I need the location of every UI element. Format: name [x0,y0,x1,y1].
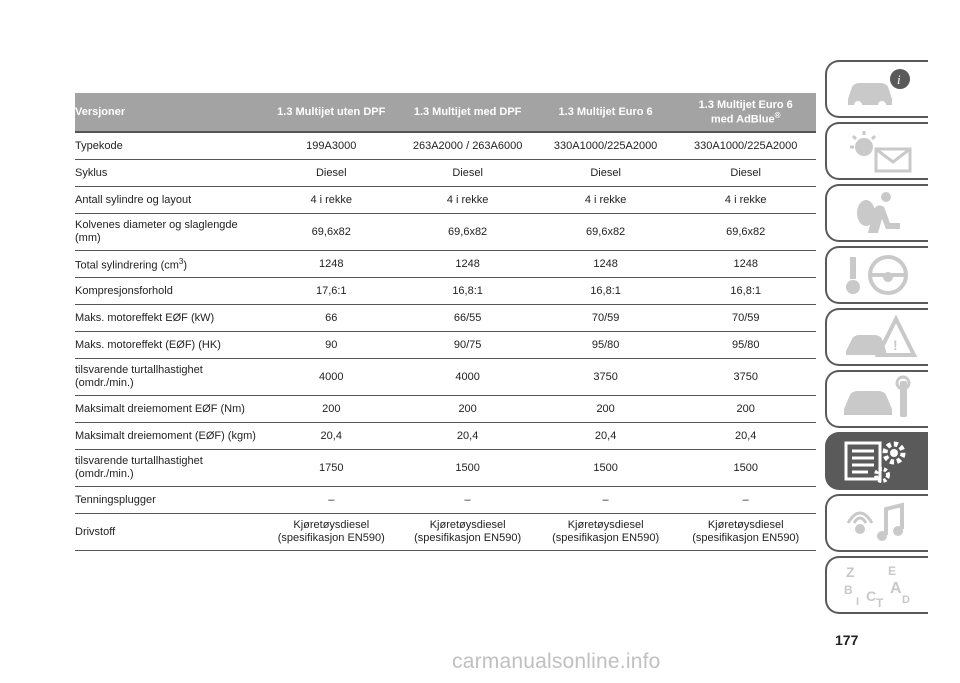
table-cell: 1248 [675,251,816,278]
table-row [75,160,816,187]
table-row [75,332,816,359]
page-number: 177 [835,632,859,648]
table-cell: 4 i rekke [536,187,676,214]
table-row [75,487,816,514]
row-label-line2: (omdr./min.) [75,377,134,389]
index-letter: B [843,583,853,597]
table-row [75,305,816,332]
table-cell: 70/59 [675,305,816,332]
table-cell: 69,6x82 [399,214,535,251]
car-maintenance-icon [838,375,918,423]
table-cell: 200 [399,396,535,423]
table-cell: 69,6x82 [263,214,399,251]
table-cell: 1500 [675,450,816,487]
tab-starting-driving[interactable] [825,246,928,304]
multimedia-icon [838,499,918,547]
row-label: Typekode [75,132,263,160]
table-cell [399,514,535,551]
table-row [75,396,816,423]
table-cell: – [536,487,676,514]
key-steering-wheel-icon [838,251,918,299]
table-cell: 17,6:1 [263,278,399,305]
cell-line2: (spesifikasjon EN590) [414,532,522,544]
tab-index[interactable] [825,556,928,614]
table-cell: 1750 [263,450,399,487]
row-label-line2: (mm) [75,232,101,244]
technical-spec-table [75,93,816,551]
svg-text:!: ! [892,337,898,353]
cell-line2: (spesifikasjon EN590) [692,532,800,544]
row-label-line2: (omdr./min.) [75,468,134,480]
index-letter: T [875,596,883,609]
table-cell [536,514,676,551]
row-label [75,214,263,251]
tab-technical-data[interactable] [825,432,928,490]
header-label-versjoner: Versjoner [75,93,263,132]
row-label [75,251,263,278]
table-cell: – [399,487,535,514]
index-letter: D [901,594,910,606]
row-label: Maks. motoreffekt EØF (kW) [75,305,263,332]
index-letter: A [889,580,902,597]
table-cell: 69,6x82 [675,214,816,251]
row-label: Maksimalt dreiemoment (EØF) (kgm) [75,423,263,450]
tab-warning-lights[interactable] [825,122,928,180]
cell-line1: Kjøretøysdiesel [293,519,370,531]
table-cell: Diesel [399,160,535,187]
index-letter: Z [845,564,855,580]
table-cell: 4 i rekke [675,187,816,214]
row-label [75,359,263,396]
svg-text:i: i [896,72,901,87]
header-col-4-line1: 1.3 Multijet Euro 6 [698,98,793,111]
cell-line2: (spesifikasjon EN590) [277,532,385,544]
table-cell: 330A1000/225A2000 [675,132,816,160]
chapter-tabs [825,60,929,618]
registered-mark: ® [774,110,781,120]
table-cell: – [263,487,399,514]
table-row [75,423,816,450]
cell-line1: Kjøretøysdiesel [429,519,506,531]
table-cell: 3750 [536,359,676,396]
table-cell [675,514,816,551]
header-col-3: 1.3 Multijet Euro 6 [536,93,676,132]
table-cell: 90 [263,332,399,359]
table-cell: 66/55 [399,305,535,332]
tab-emergency[interactable] [825,308,928,366]
table-row [75,359,816,396]
airbag-seat-icon [838,189,918,237]
table-row [75,214,816,251]
tab-multimedia[interactable] [825,494,928,552]
watermark-text: carmanualsonline.info [452,650,661,673]
header-col-4 [675,93,816,132]
row-label: Tenningsplugger [75,487,263,514]
table-cell: 200 [263,396,399,423]
row-label: Drivstoff [75,514,263,551]
row-label-text: Total sylindrering (cm [75,259,179,272]
tab-safety[interactable] [825,184,928,242]
car-info-icon [838,65,918,113]
table-cell: 20,4 [536,423,676,450]
table-cell: 20,4 [399,423,535,450]
table-cell: 4000 [399,359,535,396]
table-cell: 200 [675,396,816,423]
table-cell: – [675,487,816,514]
row-label: Maks. motoreffekt (EØF) (HK) [75,332,263,359]
row-label: Syklus [75,160,263,187]
cell-line1: Kjøretøysdiesel [567,519,644,531]
table-cell: 4 i rekke [263,187,399,214]
row-label-line1: tilsvarende turtallhastighet [75,455,203,467]
table-cell: 95/80 [675,332,816,359]
index-letters-icon [838,561,918,609]
table-cell: 330A1000/225A2000 [536,132,676,160]
row-label-line1: Kolvenes diameter og slaglengde [75,219,238,231]
index-letter: C [865,588,876,604]
row-label [75,450,263,487]
row-label-line1: tilsvarende turtallhastighet [75,364,203,376]
table-cell: 1500 [399,450,535,487]
header-col-2: 1.3 Multijet med DPF [399,93,535,132]
index-letter: E [887,564,896,578]
table-cell [263,514,399,551]
table-cell: 20,4 [263,423,399,450]
row-label-sup: 3 [178,257,184,267]
table-cell: 95/80 [536,332,676,359]
tab-car-info[interactable] [825,60,928,118]
table-cell: Diesel [263,160,399,187]
index-letter: I [855,596,859,608]
table-cell: 263A2000 / 263A6000 [399,132,535,160]
table-cell: 1248 [536,251,676,278]
tab-maintenance[interactable] [825,370,928,428]
table-cell: 66 [263,305,399,332]
table-cell: 1248 [399,251,535,278]
table-row [75,132,816,160]
row-label: Kompresjonsforhold [75,278,263,305]
table-row [75,187,816,214]
row-label: Antall sylindre og layout [75,187,263,214]
road-emergency-icon [838,313,918,361]
table-cell: 16,8:1 [675,278,816,305]
warning-lights-message-icon [838,127,918,175]
cell-line1: Kjøretøysdiesel [707,519,784,531]
table-header-row [75,93,816,132]
table-cell: Diesel [536,160,676,187]
row-label-suffix: ) [183,259,188,272]
table-cell: 4 i rekke [399,187,535,214]
table-cell: 3750 [675,359,816,396]
table-cell: Diesel [675,160,816,187]
row-label: Maksimalt dreiemoment EØF (Nm) [75,396,263,423]
table-cell: 16,8:1 [536,278,676,305]
table-cell: 69,6x82 [536,214,676,251]
table-cell: 90/75 [399,332,535,359]
table-row [75,450,816,487]
table-cell: 1500 [536,450,676,487]
table-row [75,251,816,278]
table-row [75,514,816,551]
table-cell: 1248 [263,251,399,278]
specs-gear-icon [838,437,918,485]
header-col-1: 1.3 Multijet uten DPF [263,93,399,132]
table-cell: 16,8:1 [399,278,535,305]
table-row [75,278,816,305]
cell-line2: (spesifikasjon EN590) [552,532,660,544]
table-cell: 70/59 [536,305,676,332]
header-col-4-line2: med AdBlue [710,113,775,126]
table-cell: 199A3000 [263,132,399,160]
table-cell: 20,4 [675,423,816,450]
table-cell: 4000 [263,359,399,396]
table-cell: 200 [536,396,676,423]
